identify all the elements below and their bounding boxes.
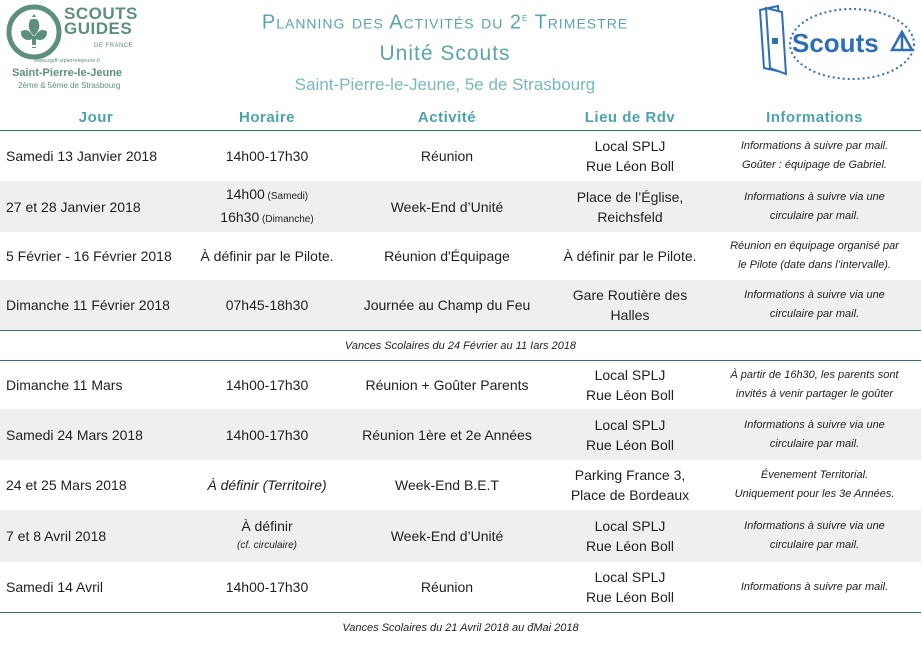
table-header	[0, 104, 921, 131]
table-row: Samedi 13 Janvier 2018 14h00-17h30 Réunion Local SPLJ Rue Léon Boll Informations à suivre par mail. Goûter : équipage de Gabriel.	[6, 138, 889, 174]
trefoil-emblem-icon	[4, 2, 68, 64]
table-row: 27 et 28 Janvier 2018 14h00 (Samedi) 16h30 (Dimanche) Week-End d’Unité Place de l’Église, Reichsfeld Informations à suivre via une circulaire par mail.	[0, 181, 921, 232]
col-activite: Activité	[417, 108, 477, 126]
sgdf-url: www.sgdf-stpierrelejeune.fr	[34, 58, 101, 64]
table-row: Dimanche 11 Mars 14h00-17h30 Réunion + Goûter Parents Local SPLJ Rue Léon Boll À partir de 16h30, les parents sont invités à venir partager le goûter	[6, 367, 899, 403]
location-subtitle: Saint-Pierre-le-Jeune, 5e de Strasbourg	[294, 74, 596, 94]
page-title: Planning des Activités du 2e Trimestre	[261, 10, 629, 34]
table-row: Dimanche 11 Février 2018 07h45-18h30 Journée au Champ du Feu Gare Routière des Halles Informations à suivre via une circulaire par mail.	[0, 280, 921, 330]
sgdf-district: 2ème & 5ème de Strasbourg	[18, 81, 121, 90]
sgdf-city: Saint-Pierre-le-Jeune	[12, 67, 123, 79]
col-lieu: Lieu de Rdv	[584, 108, 676, 126]
header	[0, 0, 921, 100]
svg-text:Scouts: Scouts	[792, 28, 879, 58]
unit-subtitle: Unité Scouts	[379, 41, 511, 65]
sgdf-tagline: DE FRANCE	[94, 43, 134, 49]
sgdf-logo	[4, 2, 154, 94]
holiday-separator: Vances Scolaires du 24 Février au 11 Iars 2018	[0, 330, 921, 361]
table-row: 5 Février - 16 Février 2018 À définir par le Pilote. Réunion d'Équipage À définir par le Pilote. Réunion en équipage organisé par le Pilote (date dans l’intervalle).	[6, 240, 899, 271]
title-block	[180, 4, 710, 96]
holiday-separator: Vances Scolaires du 21 Avril 2018 au đMai 2018	[0, 612, 921, 642]
col-horaire: Horaire	[238, 108, 296, 126]
sgdf-name: SCOUTS GUIDES	[64, 4, 138, 38]
table-row: 7 et 8 Avril 2018 À définir (cf. circulaire) Week-End d’Unité Local SPLJ Rue Léon Boll Informations à suivre via une circulaire par mail.	[0, 510, 921, 562]
col-jour: Jour	[78, 108, 114, 126]
table-row: 24 et 25 Mars 2018 À définir (Territoire) Week-End B.E.T Parking France 3, Place de Bordeaux Évenement Territorial. Uniquement pour les 3e Années.	[6, 467, 895, 503]
table-row: Samedi 14 Avril 14h00-17h30 Réunion Local SPLJ Rue Léon Boll Informations à suivre par mail.	[6, 569, 889, 605]
scouts-branch-logo	[752, 2, 917, 84]
tent-icon	[892, 32, 912, 50]
table-row: Samedi 24 Mars 2018 14h00-17h30 Réunion 1ère et 2e Années Local SPLJ Rue Léon Boll Informations à suivre via une circulaire par mail.	[0, 409, 921, 460]
col-informations: Informations	[766, 108, 863, 126]
activities-table	[0, 104, 921, 642]
